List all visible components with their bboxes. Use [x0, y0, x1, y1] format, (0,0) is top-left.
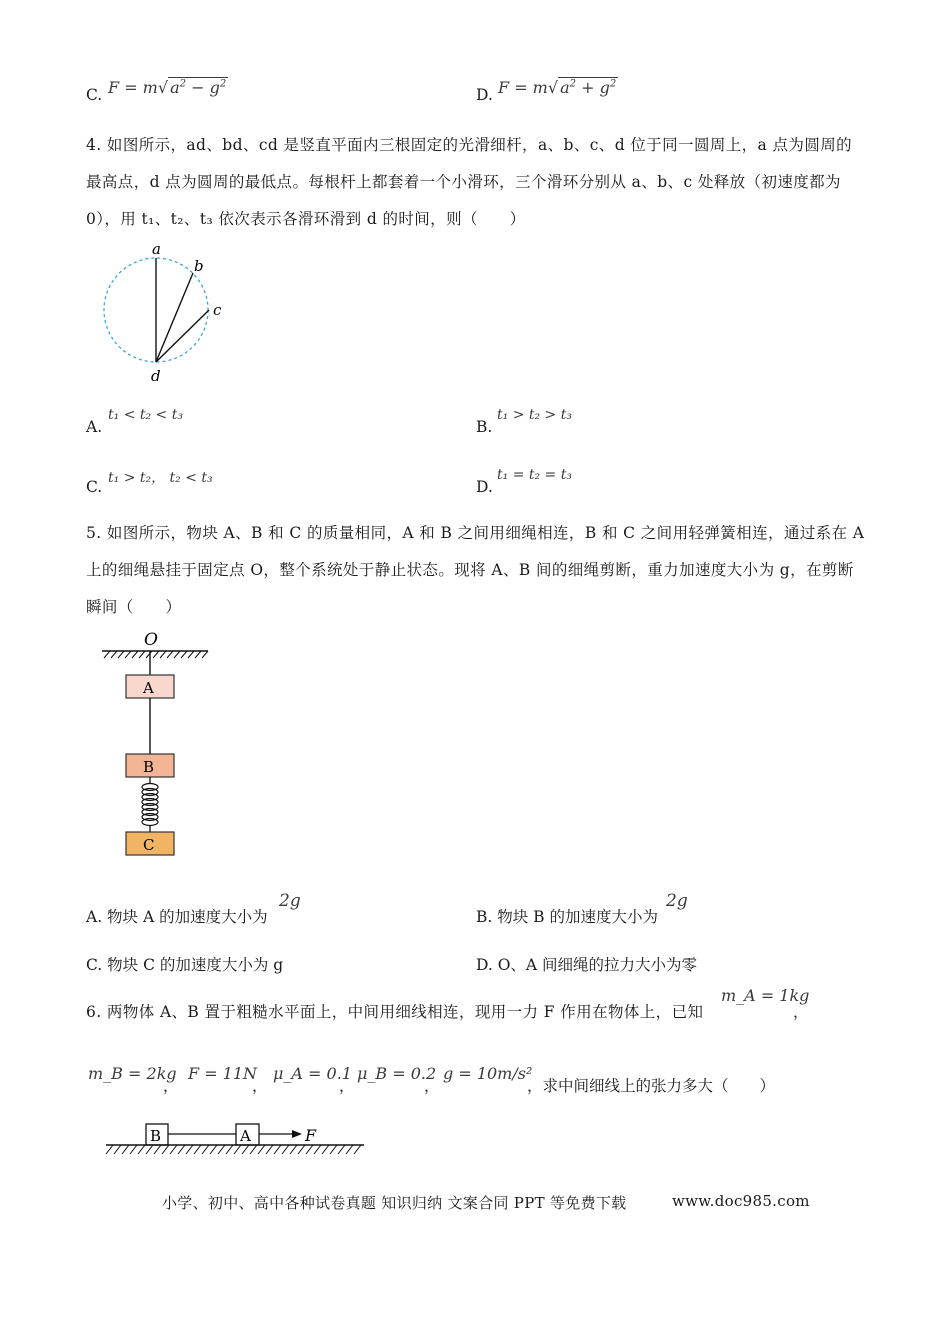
- q5-option-d: D. O、A 间细绳的拉力大小为零: [476, 956, 698, 974]
- q4-option-d-label: D.: [476, 478, 493, 496]
- q5-option-c: C. 物块 C 的加速度大小为 g: [86, 956, 284, 974]
- q3-option-c: [86, 86, 102, 104]
- q4-circle-figure: [96, 240, 236, 390]
- q5-option-b-value: 2g: [666, 891, 688, 911]
- footer-url[interactable]: www.doc985.com: [672, 1192, 810, 1210]
- q4-option-d-formula: t₁ = t₂ = t₃: [497, 467, 572, 483]
- q6-line1: 6. 两物体 A、B 置于粗糙水平面上，中间用细线相连，现用一力 F 作用在物体上，已知: [86, 1003, 704, 1021]
- q5-option-b: B. 物块 B 的加速度大小为: [476, 908, 658, 926]
- q5-label-a: A: [143, 679, 154, 697]
- q4-option-b-formula: t₁ > t₂ > t₃: [497, 407, 572, 423]
- q3-option-d-label: D.: [476, 86, 493, 104]
- q5-text: 5. 如图所示，物块 A、B 和 C 的质量相同，A 和 B 之间用细绳相连，B 和 C 之间用轻弹簧相连，通过系在 A 上的细绳悬挂于固定点 O，整个系统处于静止状态。现将 A、B 间的细绳剪断，重力加速度大小为 g，在剪断瞬间（ ）: [86, 524, 865, 616]
- q4-text: 4. 如图所示，ad、bd、cd 是竖直平面内三根固定的光滑细杆，a、b、c、d 位于同一圆周上，a 点为圆周的最高点，d 点为圆周的最低点。每根杆上都套着一个小滑环，三个滑环分别从 a、b、c 处释放（初速度都为 0），用 t₁、t₂、t₃ 依次表示各滑环滑到 d 的时间，则（ ）: [86, 136, 853, 228]
- q6-label-f: F: [305, 1126, 317, 1145]
- q6-label-a: A: [240, 1127, 251, 1145]
- q6-ma: m_A = 1kg: [721, 986, 810, 1005]
- q4-label-b: b: [194, 257, 204, 275]
- q4-option-b-label: B.: [476, 418, 493, 436]
- q4-option-a-label: A.: [86, 418, 103, 436]
- q6-mu-b: μ_B = 0.2: [357, 1064, 437, 1083]
- q5-blocks-figure: [98, 628, 218, 860]
- q6-blocks-figure: [100, 1118, 370, 1160]
- q5-label-o: O: [144, 630, 158, 650]
- q5-label-b: B: [143, 758, 155, 776]
- q6-label-b: B: [150, 1127, 162, 1145]
- q5-option-a: A. 物块 A 的加速度大小为: [86, 908, 268, 926]
- q5-option-a-value: 2g: [279, 891, 301, 911]
- q6-force: F = 11N: [188, 1064, 258, 1083]
- q4-option-c-formula: t₁ > t₂， t₂ < t₃: [108, 470, 213, 486]
- q3-option-c-label: C.: [86, 86, 103, 104]
- q4-option-c-label: C.: [86, 478, 103, 496]
- q6-gravity: g = 10m/s²: [443, 1064, 533, 1083]
- q3-option-c-formula: F = m√ $a^2 - g^2$: [108, 78, 227, 97]
- q4-label-a: a: [152, 240, 161, 258]
- q6-line1-end: ，: [793, 1003, 809, 1021]
- q3-option-d-formula: F = m√ $a^2 + g^2$: [498, 78, 617, 97]
- footer-text: 小学、初中、高中各种试卷真题 知识归纳 文案合同 PPT 等免费下载: [162, 1194, 627, 1212]
- q5-label-c: C: [143, 836, 155, 854]
- q4-label-c: c: [213, 301, 222, 319]
- q6-mb: m_B = 2kg: [88, 1064, 177, 1083]
- q4-label-d: d: [151, 367, 161, 385]
- q4-option-a-formula: t₁ < t₂ < t₃: [108, 407, 183, 423]
- q3-option-d: [476, 86, 493, 104]
- q6-question: ，求中间细线上的张力多大（ ）: [527, 1077, 776, 1095]
- q6-mu-a: μ_A = 0.1: [273, 1064, 352, 1083]
